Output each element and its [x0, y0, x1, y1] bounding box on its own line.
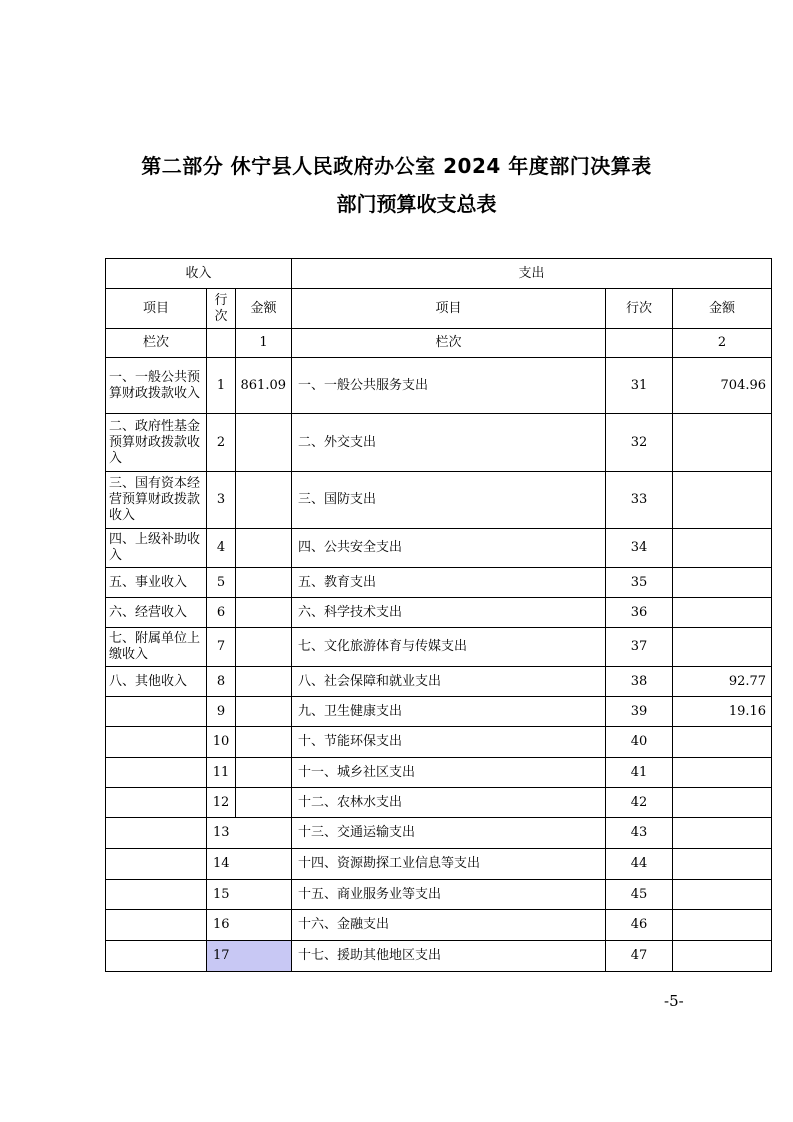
document-subtitle: 部门预算收支总表 — [336, 192, 497, 216]
income-item-cell: 四、上级补助收入 — [106, 529, 207, 568]
table-row — [106, 568, 772, 598]
income-item-cell: 三、国有资本经营预算财政拨款收入 — [106, 472, 207, 529]
income-row-number-cell: 15 — [207, 880, 292, 910]
expense-header: 支出 — [292, 259, 772, 289]
table-body — [106, 358, 772, 972]
expense-item-cell: 九、卫生健康支出 — [292, 697, 606, 727]
lanci-empty-cell — [207, 329, 236, 358]
expense-row-number-cell: 31 — [606, 358, 673, 414]
table-lanci-row — [106, 329, 772, 358]
table-row — [106, 758, 772, 788]
column-header-amount: 金额 — [236, 289, 292, 329]
income-item-cell — [106, 880, 207, 910]
expense-item-cell: 十四、资源勘探工业信息等支出 — [292, 849, 606, 880]
expense-item-cell: 十五、商业服务业等支出 — [292, 880, 606, 910]
income-row-number-cell: 10 — [207, 727, 236, 758]
expense-item-cell: 八、社会保障和就业支出 — [292, 667, 606, 697]
expense-item-cell: 十七、援助其他地区支出 — [292, 941, 606, 972]
budget-summary-table — [105, 258, 772, 972]
income-row-number-cell: 2 — [207, 414, 236, 472]
income-row-number-cell: 14 — [207, 849, 292, 880]
expense-amount-cell — [673, 628, 772, 667]
expense-row-number-cell: 38 — [606, 667, 673, 697]
income-row-number-cell: 13 — [207, 818, 292, 849]
expense-amount-cell — [673, 849, 772, 880]
expense-amount-cell — [673, 880, 772, 910]
table-row — [106, 472, 772, 529]
expense-amount-cell — [673, 529, 772, 568]
expense-item-cell: 五、教育支出 — [292, 568, 606, 598]
income-item-cell: 八、其他收入 — [106, 667, 207, 697]
expense-row-number-cell: 34 — [606, 529, 673, 568]
income-row-number-cell: 1 — [207, 358, 236, 414]
expense-row-number-cell: 47 — [606, 941, 673, 972]
income-amount-cell — [236, 529, 292, 568]
income-item-cell: 一、一般公共预算财政拨款收入 — [106, 358, 207, 414]
income-item-cell — [106, 697, 207, 727]
income-amount-cell — [236, 628, 292, 667]
income-amount-cell — [236, 568, 292, 598]
expense-row-number-cell: 33 — [606, 472, 673, 529]
table-row — [106, 598, 772, 628]
expense-item-cell: 六、科学技术支出 — [292, 598, 606, 628]
income-item-cell: 五、事业收入 — [106, 568, 207, 598]
income-item-cell — [106, 941, 207, 972]
income-amount-cell — [236, 472, 292, 529]
lanci-number-left: 1 — [236, 329, 292, 358]
income-item-cell — [106, 727, 207, 758]
income-row-number-cell: 4 — [207, 529, 236, 568]
income-row-number-cell: 9 — [207, 697, 236, 727]
income-item-cell — [106, 758, 207, 788]
income-amount-cell — [236, 697, 292, 727]
income-row-number-cell: 8 — [207, 667, 236, 697]
income-row-number-cell: 7 — [207, 628, 236, 667]
expense-amount-cell: 92.77 — [673, 667, 772, 697]
expense-amount-cell — [673, 788, 772, 818]
table-row — [106, 697, 772, 727]
column-header-row-number: 行 次 — [207, 289, 236, 329]
income-amount-cell — [236, 414, 292, 472]
expense-amount-cell — [673, 758, 772, 788]
expense-row-number-cell: 39 — [606, 697, 673, 727]
income-item-cell — [106, 849, 207, 880]
expense-item-cell: 四、公共安全支出 — [292, 529, 606, 568]
expense-row-number-cell: 36 — [606, 598, 673, 628]
expense-row-number-cell: 41 — [606, 758, 673, 788]
table-group-header-row — [106, 259, 772, 289]
income-row-number-cell: 5 — [207, 568, 236, 598]
income-amount-cell: 861.09 — [236, 358, 292, 414]
expense-amount-cell — [673, 818, 772, 849]
table-row — [106, 529, 772, 568]
income-row-number-cell: 3 — [207, 472, 236, 529]
table-row — [106, 414, 772, 472]
income-amount-cell — [236, 727, 292, 758]
expense-item-cell: 十一、城乡社区支出 — [292, 758, 606, 788]
expense-amount-cell — [673, 472, 772, 529]
lanci-empty-cell — [606, 329, 673, 358]
income-amount-cell — [236, 667, 292, 697]
table-row — [106, 849, 772, 880]
income-row-number-cell: 16 — [207, 910, 292, 941]
table-row — [106, 880, 772, 910]
expense-row-number-cell: 42 — [606, 788, 673, 818]
expense-row-number-cell: 46 — [606, 910, 673, 941]
expense-amount-cell — [673, 941, 772, 972]
expense-item-cell: 七、文化旅游体育与传媒支出 — [292, 628, 606, 667]
expense-amount-cell — [673, 910, 772, 941]
expense-item-cell: 十、节能环保支出 — [292, 727, 606, 758]
expense-item-cell: 十二、农林水支出 — [292, 788, 606, 818]
table-row — [106, 628, 772, 667]
expense-item-cell: 三、国防支出 — [292, 472, 606, 529]
table-row — [106, 667, 772, 697]
income-amount-cell — [236, 788, 292, 818]
income-amount-cell — [236, 758, 292, 788]
table-row — [106, 358, 772, 414]
income-row-number-cell: 12 — [207, 788, 236, 818]
document-title: 第二部分 休宁县人民政府办公室 2024 年度部门决算表 — [141, 154, 652, 178]
expense-row-number-cell: 43 — [606, 818, 673, 849]
expense-amount-cell: 704.96 — [673, 358, 772, 414]
income-amount-cell — [236, 598, 292, 628]
income-row-number-cell: 17 — [207, 941, 292, 972]
table-row — [106, 788, 772, 818]
income-row-number-cell: 11 — [207, 758, 236, 788]
expense-item-cell: 十三、交通运输支出 — [292, 818, 606, 849]
income-item-cell: 六、经营收入 — [106, 598, 207, 628]
income-item-cell — [106, 910, 207, 941]
income-row-number-cell: 6 — [207, 598, 236, 628]
expense-item-cell: 二、外交支出 — [292, 414, 606, 472]
expense-row-number-cell: 45 — [606, 880, 673, 910]
income-item-cell — [106, 788, 207, 818]
column-header-expense-amount: 金额 — [673, 289, 772, 329]
table-row — [106, 727, 772, 758]
expense-amount-cell — [673, 414, 772, 472]
table-row — [106, 941, 772, 972]
income-item-cell: 二、政府性基金预算财政拨款收入 — [106, 414, 207, 472]
table-column-header-row — [106, 289, 772, 329]
lanci-number-right: 2 — [673, 329, 772, 358]
expense-row-number-cell: 40 — [606, 727, 673, 758]
column-header-expense-item: 项目 — [292, 289, 606, 329]
expense-row-number-cell: 44 — [606, 849, 673, 880]
table-row — [106, 910, 772, 941]
income-item-cell — [106, 818, 207, 849]
expense-item-cell: 一、一般公共服务支出 — [292, 358, 606, 414]
expense-row-number-cell: 32 — [606, 414, 673, 472]
column-header-expense-row-number: 行次 — [606, 289, 673, 329]
income-header: 收入 — [106, 259, 292, 289]
expense-item-cell: 十六、金融支出 — [292, 910, 606, 941]
column-header-item: 项目 — [106, 289, 207, 329]
lanci-label-right: 栏次 — [292, 329, 606, 358]
expense-amount-cell — [673, 598, 772, 628]
expense-amount-cell — [673, 568, 772, 598]
expense-row-number-cell: 35 — [606, 568, 673, 598]
table-row — [106, 818, 772, 849]
lanci-label-left: 栏次 — [106, 329, 207, 358]
income-item-cell: 七、附属单位上缴收入 — [106, 628, 207, 667]
page-number: -5- — [664, 992, 684, 1010]
expense-amount-cell — [673, 727, 772, 758]
expense-amount-cell: 19.16 — [673, 697, 772, 727]
expense-row-number-cell: 37 — [606, 628, 673, 667]
